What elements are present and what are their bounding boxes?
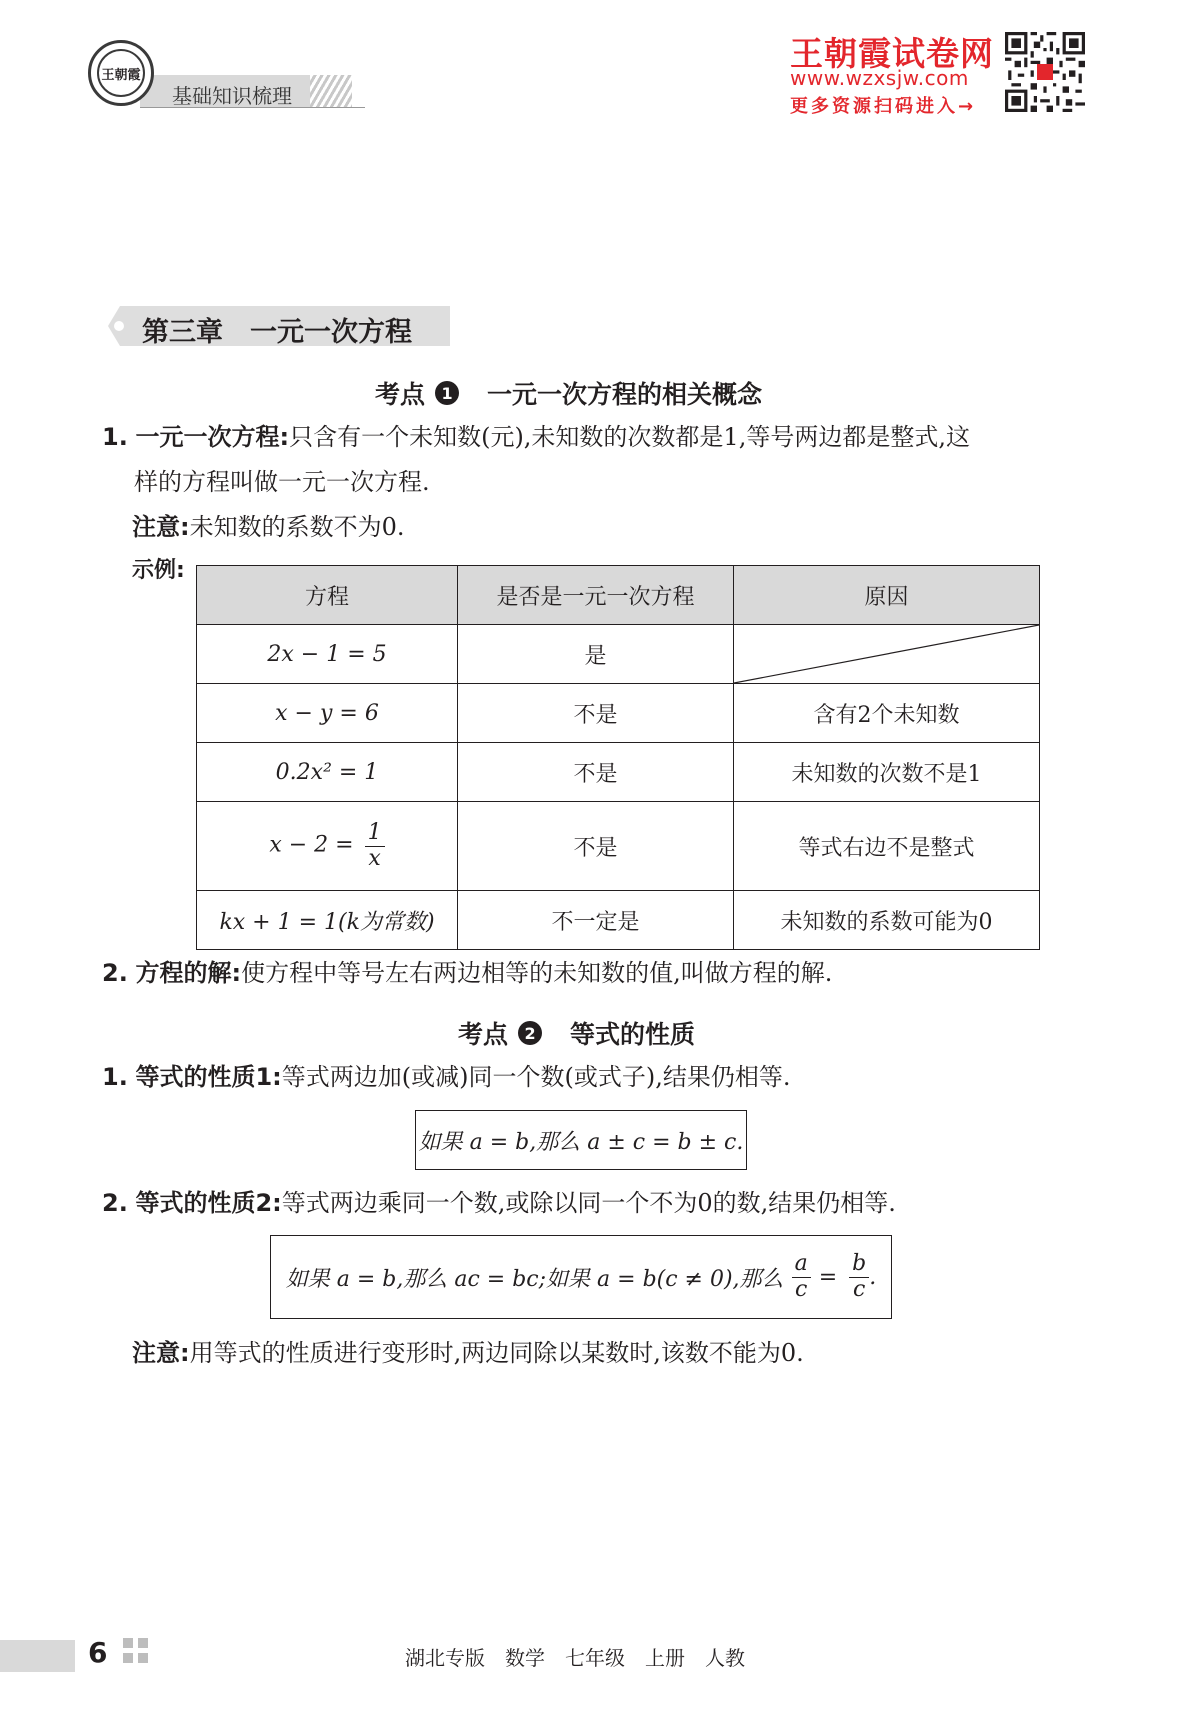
- table-header-reason: 原因: [734, 566, 1040, 625]
- p1-text: 等式两边加(或减)同一个数(或式子),结果仍相等.: [281, 1063, 791, 1091]
- table-cell-equation: x − y = 6: [197, 684, 458, 743]
- header-stripes: [310, 75, 352, 107]
- section-label: 基础知识梳理: [172, 84, 292, 108]
- end-period: .: [869, 1264, 877, 1290]
- fraction: [365, 821, 385, 870]
- property2-formula-box: [270, 1235, 892, 1319]
- p2-label: 等式的性质2:: [135, 1189, 282, 1217]
- brand-more-link[interactable]: 更多资源扫码进入→: [790, 96, 977, 117]
- p2-text: 等式两边乘同一个数,或除以同一个不为0的数,结果仍相等.: [281, 1189, 896, 1217]
- table-cell-equation: [197, 802, 458, 891]
- diagonal-line: [734, 625, 1039, 683]
- table-cell-is: 不是: [458, 743, 734, 802]
- point2-property1: [102, 1062, 790, 1093]
- brand-url[interactable]: www.wzxsjw.com: [790, 66, 969, 90]
- point1-note: [132, 512, 405, 543]
- point2-note: [132, 1338, 804, 1369]
- note-label: 注意:: [132, 1339, 190, 1367]
- table-cell-is: 是: [458, 625, 734, 684]
- table-cell-is: 不一定是: [458, 891, 734, 950]
- point2-heading: [458, 1015, 695, 1051]
- point1-number-icon: 1: [435, 381, 459, 405]
- table-row: [197, 625, 1040, 684]
- publisher-seal-logo: [88, 40, 154, 106]
- p2-num: 2.: [102, 1189, 128, 1217]
- fraction-numerator: 1: [365, 821, 385, 846]
- fraction-denominator: c: [853, 1276, 866, 1302]
- point2-property2: [102, 1188, 896, 1219]
- table-cell-reason: 未知数的次数不是1: [734, 743, 1040, 802]
- fraction-numerator: b: [849, 1252, 869, 1277]
- point1-label: 考点: [375, 380, 426, 409]
- note-text: 用等式的性质进行变形时,两边同除以某数时,该数不能为0.: [189, 1339, 804, 1367]
- table-cell-reason: 含有2个未知数: [734, 684, 1040, 743]
- table-header-equation: 方程: [197, 566, 458, 625]
- point1-solution: [102, 958, 832, 989]
- equation-text: x − 2 =: [269, 833, 354, 858]
- sol-num: 2.: [102, 959, 128, 987]
- p2-box-text: 如果 a = b,那么 ac = bc;如果 a = b(c ≠ 0),那么: [285, 1266, 784, 1292]
- point1-definition-line1: [102, 422, 970, 453]
- footer-square: [123, 1653, 133, 1663]
- footer-square: [138, 1638, 148, 1648]
- sol-text: 使方程中等号左右两边相等的未知数的值,叫做方程的解.: [241, 959, 833, 987]
- point1-heading: [375, 375, 762, 411]
- fraction-a-over-c: [792, 1252, 811, 1301]
- def-num: 1.: [102, 423, 128, 451]
- table-row: [197, 891, 1040, 950]
- fraction-denominator: x: [368, 845, 381, 871]
- footer-square: [138, 1653, 148, 1663]
- footer-info: 湖北专版 数学 七年级 上册 人教: [405, 1646, 745, 1670]
- fraction-denominator: c: [794, 1276, 808, 1302]
- note-label: 注意:: [132, 513, 190, 541]
- table-cell-reason: 等式右边不是整式: [734, 802, 1040, 891]
- point2-number-icon: 2: [518, 1021, 542, 1045]
- footer-bar: [0, 1640, 75, 1672]
- def-label: 一元一次方程:: [135, 423, 290, 451]
- note-text: 未知数的系数不为0.: [189, 513, 405, 541]
- table-header-row: [197, 566, 1040, 625]
- qr-code-icon[interactable]: [1005, 32, 1085, 112]
- example-label: 示例:: [132, 558, 185, 583]
- point2-label: 考点: [458, 1020, 509, 1049]
- table-cell-equation: 0.2x² = 1: [197, 743, 458, 802]
- table-cell-is: 不是: [458, 684, 734, 743]
- equation-table: [196, 565, 1040, 950]
- sol-label: 方程的解:: [135, 959, 242, 987]
- table-cell-is: 不是: [458, 802, 734, 891]
- table-cell-equation: 2x − 1 = 5: [197, 625, 458, 684]
- fraction-b-over-c: [849, 1252, 869, 1301]
- page-number: 6: [88, 1636, 108, 1669]
- p1-num: 1.: [102, 1063, 128, 1091]
- point2-title: 等式的性质: [570, 1020, 696, 1049]
- chapter-title: 第三章 一元一次方程: [142, 317, 412, 348]
- brand-name[interactable]: 王朝霞试卷网: [790, 34, 994, 73]
- p1-label: 等式的性质1:: [135, 1063, 282, 1091]
- table-row: [197, 743, 1040, 802]
- table-row: [197, 802, 1040, 891]
- table-row: [197, 684, 1040, 743]
- table-cell-reason: 未知数的系数可能为0: [734, 891, 1040, 950]
- table-cell-reason-empty: [734, 625, 1040, 684]
- footer-square: [123, 1638, 133, 1648]
- table-header-is-linear: 是否是一元一次方程: [458, 566, 734, 625]
- def-text-line1: 只含有一个未知数(元),未知数的次数都是1,等号两边都是整式,这: [289, 423, 970, 451]
- fraction-numerator: a: [792, 1252, 811, 1277]
- chapter-banner-dot: [114, 321, 124, 331]
- property1-formula-box: 如果 a = b,那么 a ± c = b ± c.: [415, 1110, 747, 1170]
- point1-title: 一元一次方程的相关概念: [487, 380, 763, 409]
- table-cell-equation: kx + 1 = 1(k为常数): [197, 891, 458, 950]
- seal-text: 王朝霞: [97, 49, 145, 97]
- def-text-line2: 样的方程叫做一元一次方程.: [134, 468, 430, 496]
- equals-sign: =: [818, 1264, 838, 1290]
